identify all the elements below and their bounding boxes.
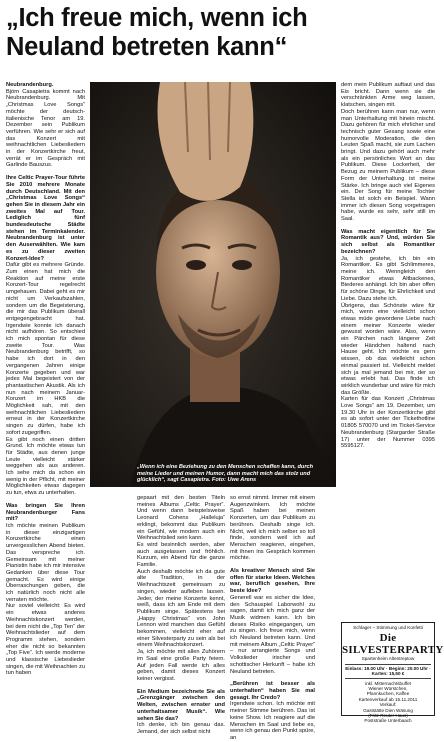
ad-brand: Die SILVESTERPARTY bbox=[342, 632, 444, 657]
ad-times: Einlass: 19.00 Uhr · Beginn: 20.00 Uhr · Karten: 15,50 € bbox=[345, 664, 431, 679]
ad-line: (Fritz-Reuter-Haus) bbox=[368, 713, 408, 719]
body-paragraph: so ernst nimmt. Immer mit einem Augenzwinkern. Ich möchte Spaß haben bei meinen Konzerten, um das Publikum zu berühren. Deshalb singe ich. Nicht, weil ich mich selber so toll finde, sondern weil ich auf Menschen reagieren, eingehen, mit ihnen ins Gespräch kommen möchte. bbox=[230, 495, 315, 562]
ad-line: Pfannkuchen, Kaffee bbox=[366, 691, 410, 697]
body-paragraph: Irgendwie schon. Ich möchte mit meiner Stimme berühren. Das ist keine Show. Ich reagiere auf die Menschen im Saal und liebe es, wenn ich genau den Punkt spüre, an bbox=[230, 701, 315, 741]
body-paragraph: Doch berühren kann man nur, wenn man Unterhaltung mit hinein mischt. Dazu gehören für mich ehrlicher und technisch guter Gesang sowie eine humorvolle Moderation, die den Leuten Spaß macht, sie zum Lachen bringt. Und dazu gehört auch mehr als ein persönliches Wort an das Publikum. Diese Lockerheit, der Bezug zu meinem Publikum – diese Form der Unterhaltung ist meine Stärke. Ich bringe auch viel Eigenes ein. Der Song für meine Tochter Stella ist solch ein Beispiel. Wann immer ich diesen Song vorgetragen habe, wurde es sehr, sehr still im Saal. bbox=[341, 108, 435, 223]
body-paragraph: Björn Casapietra kommt nach Neubrandenburg. Mit „Christmas Love Songs“ möchte der deutsch-italienische Tenor am 19. Dezember sein Publikum verführen. Wie sehr er sich auf das Konzert mit weihnachtlichen Liebesliedern in der Konzertkirche freut, verrät er im Gespräch mit Garlinde Bauszus. bbox=[6, 88, 85, 169]
portrait-illustration bbox=[90, 82, 336, 487]
body-paragraph: Auch deshalb möchte ich da gute alte Tradition, in der Weihnachtszeit gemeinsam zu singen, wieder aufleben lassen. Jeder, der meine Konzerte kennt, weiß, dass ich am Ende mit dem Publikum singe. Spätestens bei „Happy Christmas“ von John Lennon wird manchen das Gefühl bekommen, vielleicht eher auf einer Silvesterparty zu sein als bei einem Weihnachtskonzert. bbox=[137, 568, 225, 649]
body-paragraph: Es gibt noch einen dritten Grund. Ich möchte etwas tun für Städte, aus denen junge Leute vielleicht stärker weggehen als aus anderen. Ich sehe mich da schon ein wenig in der Pflicht, mit meiner Möglichkeiten etwas dagegen zu tun, etwa zu unterhalten. bbox=[6, 436, 85, 497]
body-paragraph: gepaart mit den besten Titeln meines Albums „Celtic Prayer“. Und wenn dann beispielsweise Leonard Cohens „Halleluja“ erklingt, bekommt das Publikum ein Gefühl, wie modern auch ein Weihnachtslied sein kann. bbox=[137, 495, 225, 542]
body-paragraph: dem mein Publikum auftaut und das Eis bricht. Dann wenn sie die verschränkten Arme weg lassen, klatschen, singen mit. bbox=[341, 82, 435, 109]
article-column-3 bbox=[341, 82, 435, 618]
ad-line: inkl. Mitternachtsbuffet bbox=[365, 680, 411, 686]
question-paragraph: „Berühren ist besser als unterhalten“ haben Sie mal gesagt. Ihr Credo? bbox=[230, 681, 315, 701]
article-column-1 bbox=[6, 82, 85, 718]
body-paragraph: Ja, ich möchte mit allen Zuhörern im Saal eine große Party feiern. Auf jeden Fall werde ich alles geben, damit dieses Konzert keiner vergisst. bbox=[137, 649, 225, 682]
body-paragraph: Ich möchte meinen Publikum in dieser einzigartigen Konzertkirche einen unvergesslichen Abend bieten. Das verspreche ich. Gemeinsam mit meiner Pianistin habe ich mir intensive Gedanken über diese Tour gemacht. Es wird einige Überraschungen geben, die ich natürlich noch nicht alle verraten möchte. bbox=[6, 523, 85, 603]
body-paragraph: Ich denke, ich bin genau das. Jemand, der sich selbst nicht bbox=[137, 722, 225, 735]
ad-venue: Spartenheim Altentreptow bbox=[361, 656, 415, 662]
body-paragraph: Ja, ich gestehe, ich bin ein Romantiker. Es gibt Schlimmeres, meine ich. Wenngleich den Romantiker etwas Altbackenes, Biederes anhängt. Ich bin aber offen für schöne Dinge, für Ehrlichkeit und Liebe. Dazu stehe ich. bbox=[341, 255, 435, 302]
article-column-2b bbox=[230, 495, 315, 741]
body-paragraph: Nur soviel vielleicht: Es wird ein etwas anderes Weihnachtskonzert werden, bei dem nicht die „Top Ten“ der Weihnachtslieder auf dem Programm stehen, sondern eher die nicht so bekannten „Top Five“. Ich werde moderne und klassische Liebeslieder singen, die mit Weihnachten zu tun haben bbox=[6, 603, 85, 677]
body-paragraph: Generell war es sicher die Idee, den Schauspiel Laborwohl zu sagen, damit ich mich ganz der Musik widmen kann. Ich bin dieses Risiko eingegangen, um zu singen. Ich freue mich, wenn ich Neuland betreten kann. Und mit meinem Album „Celtic Prayer“ – nur arrangierte Songs und Volkslieder irischer und schottischer Herkunft – habe ich Neuland betreten. bbox=[230, 594, 315, 675]
silvesterparty-ad bbox=[341, 622, 444, 724]
question-paragraph: Ein Medium bezeichnete Sie als „Grenzgänger zwischen den Welten, zwischen ernster und unterhaltsamer Musik“. Wie sehen Sie das? bbox=[137, 688, 225, 722]
ad-line: Verkauf: bbox=[379, 702, 397, 708]
body-paragraph: Übrigens, das Schönste wäre für mich, wenn eine vielleicht schon etwas müde gewordene Liebe nach einem meiner Konzerte wieder gewusst worden wäre. Also, wenn ein Pärchen nach längerer Zeit wieder Händchen haltend nach Hause geht. Ich möchte es gern wissen, ob das vielleicht schon einmal passiert ist. Vielleicht meldet sich ja mal jemand bei mir, der so etwas erlebt hat. Das finde ich wirklich wunderbar und wäre für mich das Größte. bbox=[341, 302, 435, 396]
portrait-photo bbox=[90, 82, 336, 487]
headline-line-2: Neuland betreten kann“ bbox=[6, 33, 288, 61]
ad-line: Wiener Würstchen, bbox=[368, 686, 408, 692]
body-paragraph: Es wird besinnlich werden, aber auch ausgelassen und fröhlich. Kurzum, ein Abend für die ganze Familie. bbox=[137, 541, 225, 569]
ad-line: Kartenverkauf ab 15.11.2011 bbox=[358, 696, 418, 702]
question-paragraph: Als kreativer Mensch sind Sie offen für starke Ideen. Welches war, beruflich gesehen, Ihre beste Idee? bbox=[230, 568, 315, 595]
headline-line-1: „Ich freue mich, wenn ich bbox=[6, 4, 308, 32]
body-paragraph: Dafür gibt es mehrere Gründe. Zum einen hat mich die Reaktion auf meine erste Konzert-Tour regelrecht umgehauen. Dabei geht es mir nicht um Verkaufszahlen, sondern um die Begeisterung, die mir das Publikum überall entgegengebracht hat. Irgendwie konnte ich danach nicht aufhören. So entschied ich mich spontan für diese zweite Tour. Was Neubrandenburg betrifft, so habe ich dort in den vergangenen Jahren einige Konzerte gegeben und war jedes Mal begeistert von der phantastischen Akustik. Als ich nun nach meinem Januar-Konzert im HKB die Möglichkeit sah, mit den weihnachtlichen Liebesliedern erneut in der Konzertkirche singen zu dürfen, habe ich sofort zugegriffen. bbox=[6, 262, 85, 436]
question-paragraph: Neubrandenburg. bbox=[6, 82, 54, 88]
ad-tagline: Schlager – Stimmung und Konfetti bbox=[353, 625, 423, 630]
ad-line: Poststraße Unterbaach bbox=[364, 718, 412, 724]
question-paragraph: Was macht eigentlich für Sie Romantik aus? Und, würden Sie sich selbst als Romantiker bezeichnen? bbox=[341, 228, 435, 255]
question-paragraph: Was bringen Sie Ihren Neubrandenburger Fans mit? bbox=[6, 502, 85, 523]
question-paragraph: Ihre Celtic Prayer-Tour führte Sie 2010 mehrere Monate durch Deutschland. Mit den „Christmas Love Songs“ gehen Sie in diesem Jahr ein zweites Mal auf Tour. Lediglich fünf bundesdeutsche Städte stehen im Terminkalender. Neubrandenburg ist unter den Auserwählten. Wie kam es zu dieser zweiten Konzert-Idee? bbox=[6, 175, 85, 262]
article-column-2a bbox=[137, 495, 225, 735]
body-paragraph: Karten für das Konzert „Christmas Love Songs“ am 19. Dezember, um 19.30 Uhr in der Konzertkirche gibt es ab sofort unter der Tickethotline 01805 570070 und im Ticket-Service Neubrandenburg (Stargarder Straße 17) unter der Nummer 0395 5595127. bbox=[341, 396, 435, 450]
photo-caption: „Wenn ich eine Beziehung zu den Menschen schaffen kann, durch meine Lieder und meinen Humor, dann macht mich das stolz und glücklich“, sagt Casapietra. Foto: Uwe Arens bbox=[137, 464, 314, 484]
ad-line: Gaststätte Dien Wäsung bbox=[363, 707, 413, 713]
headline bbox=[6, 4, 436, 62]
